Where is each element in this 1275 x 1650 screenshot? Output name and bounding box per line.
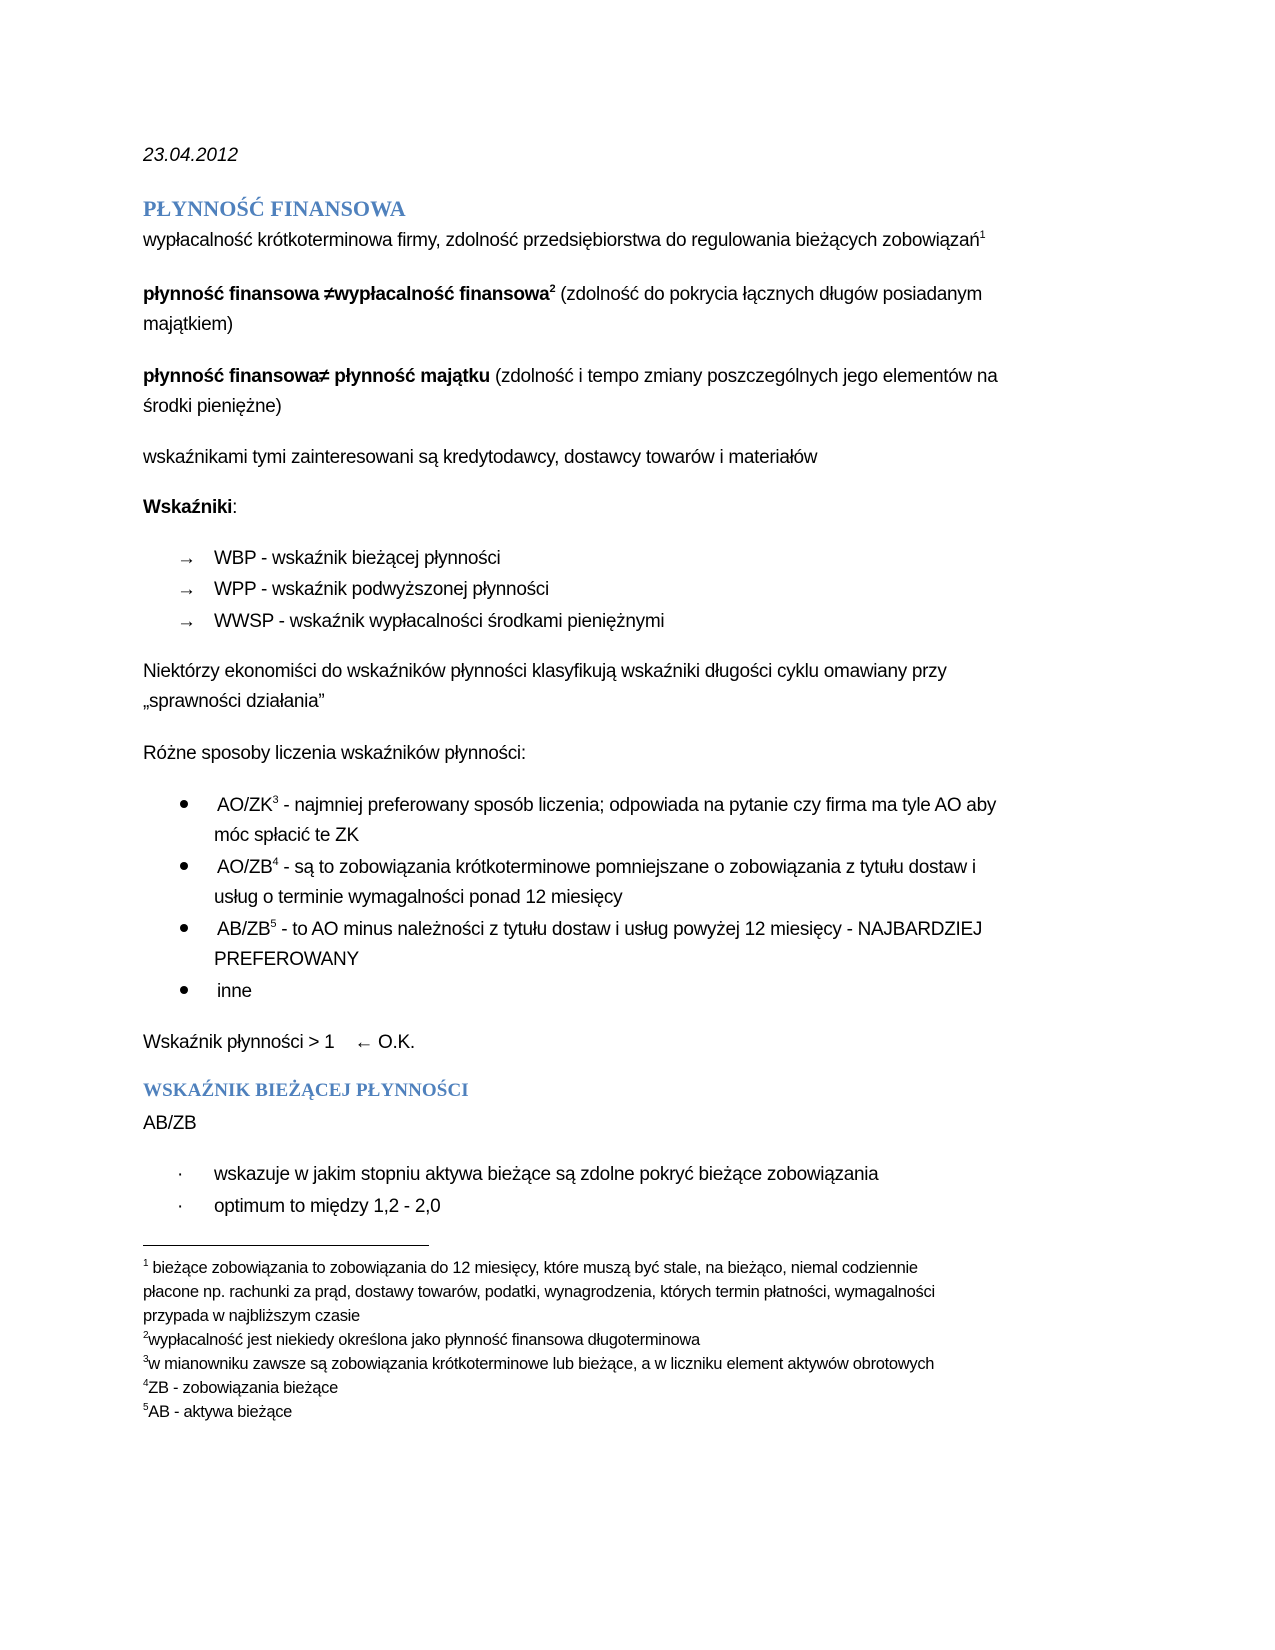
footnote-ref-2[interactable]: 2: [549, 283, 556, 295]
footnote-ref-3[interactable]: 3: [272, 794, 279, 806]
list-item-text: - najmniej preferowany sposób liczenia; odpowiada na pytanie czy firma ma tyle AO aby: [278, 795, 997, 816]
bullet-icon: [180, 862, 188, 870]
list-item-continuation: usług o terminie wymagalności ponad 12 miesięcy: [214, 887, 623, 908]
footnote-1: [143, 1259, 918, 1278]
footnote-separator: [143, 1245, 429, 1246]
footnote-number: 3: [143, 1354, 149, 1365]
footnote-4: [143, 1379, 338, 1398]
footnote-number: 4: [143, 1378, 149, 1389]
middle-dot-icon: ·: [177, 1196, 184, 1217]
paragraph-economists: Niektórzy ekonomiści do wskaźników płynności klasyfikują wskaźniki długości cyklu omawiany przy: [143, 661, 947, 682]
middle-dot-icon: ·: [177, 1164, 184, 1185]
list-item: [177, 919, 982, 941]
paragraph-liquidity-vs-asset-liquidity: [143, 366, 997, 388]
bullet-icon: [180, 924, 188, 932]
footnote-text: bieżące zobowiązania to zobowiązania do 12 miesięcy, które muszą być stale, na bieżąco, niemal codziennie: [148, 1259, 918, 1277]
liquidity-rule: Wskaźnik płynności > 1 ← O.K.: [143, 1032, 415, 1053]
indicators-label-text: Wskaźniki: [143, 497, 233, 518]
paragraph-stakeholders: wskaźnikami tymi zainteresowani są kredytodawcy, dostawcy towarów i materiałów: [143, 447, 818, 468]
methods-intro: Różne sposoby liczenia wskaźników płynności:: [143, 743, 526, 764]
list-item: [177, 1196, 440, 1218]
list-item-continuation: PREFEROWANY: [214, 949, 359, 970]
bullet-icon: [180, 800, 188, 808]
footnote-text: AB - aktywa bieżące: [148, 1403, 293, 1421]
list-item-continuation: móc spłacić te ZK: [214, 825, 359, 846]
list-item-text: wskazuje w jakim stopniu aktywa bieżące są zdolne pokryć bieżące zobowiązania: [214, 1164, 879, 1185]
footnote-ref-1[interactable]: 1: [979, 229, 986, 241]
footnote-5: [143, 1403, 292, 1422]
list-item-text: inne: [217, 981, 252, 1002]
definition-paragraph: [143, 230, 985, 252]
footnote-1-continuation: płacone np. rachunki za prąd, dostawy towarów, podatki, wynagrodzenia, których termin płatności, wymagalności: [143, 1283, 935, 1301]
indicators-label: [143, 497, 237, 519]
footnote-ref-4[interactable]: 4: [272, 856, 279, 868]
list-item: [177, 857, 976, 879]
method-code: AB/ZB: [217, 919, 271, 940]
footnote-text: wypłacalność jest niekiedy określona jako płynność finansowa długoterminowa: [148, 1331, 700, 1349]
paragraph-text: (zdolność do pokrycia łącznych długów posiadanym: [555, 284, 983, 305]
list-item-text: - to AO minus należności z tytułu dostaw i usług powyżej 12 miesięcy - NAJBARDZIEJ: [276, 919, 983, 940]
list-item-text: WPP - wskaźnik podwyższonej płynności: [214, 579, 549, 600]
footnote-text: w mianowniku zawsze są zobowiązania krótkoterminowe lub bieżące, a w liczniku element aktywów obrotowych: [148, 1355, 935, 1373]
list-item: [177, 611, 664, 633]
footnote-1-continuation: przypada w najbliższym czasie: [143, 1307, 360, 1325]
list-item: [177, 795, 996, 817]
footnote-number: 5: [143, 1402, 149, 1413]
list-item-text: WWSP - wskaźnik wypłacalności środkami pieniężnymi: [214, 611, 665, 632]
formula: AB/ZB: [143, 1113, 197, 1134]
definition-text: wypłacalność krótkoterminowa firmy, zdolność przedsiębiorstwa do regulowania bieżących zobowiązań: [143, 230, 980, 251]
footnote-ref-5[interactable]: 5: [270, 918, 277, 930]
colon: :: [232, 497, 238, 518]
footnote-number: 2: [143, 1330, 149, 1341]
footnote-number: 1: [143, 1258, 149, 1269]
footnote-3: [143, 1355, 934, 1374]
section-heading-liquidity: PŁYNNOŚĆ FINANSOWA: [143, 196, 406, 221]
paragraph-text: (zdolność i tempo zmiany poszczególnych jego elementów na: [489, 366, 998, 387]
list-item-text: WBP - wskaźnik bieżącej płynności: [214, 548, 501, 569]
list-item: [177, 579, 549, 601]
paragraph-continuation: majątkiem): [143, 314, 233, 335]
arrow-right-icon: →: [177, 548, 196, 569]
list-item: [177, 548, 500, 570]
paragraph-continuation: środki pieniężne): [143, 396, 282, 417]
paragraph-continuation: „sprawności działania”: [143, 691, 325, 712]
method-code: AO/ZB: [217, 857, 273, 878]
arrow-right-icon: →: [177, 579, 196, 600]
arrow-right-icon: →: [177, 611, 196, 632]
list-item-text: optimum to między 1,2 - 2,0: [214, 1196, 441, 1217]
document-date: 23.04.2012: [143, 145, 239, 166]
bullet-icon: [180, 986, 188, 994]
section-heading-current-ratio: WSKAŹNIK BIEŻĄCEJ PŁYNNOŚCI: [143, 1080, 469, 1101]
bold-term: płynność finansowa≠ płynność majątku: [143, 366, 490, 387]
list-item-text: - są to zobowiązania krótkoterminowe pomniejszane o zobowiązania z tytułu dostaw i: [278, 857, 976, 878]
list-item: [177, 1164, 878, 1186]
bold-term: płynność finansowa ≠wypłacalność finansowa: [143, 284, 550, 305]
paragraph-liquidity-vs-solvency: [143, 284, 982, 306]
list-item: [177, 981, 252, 1003]
method-code: AO/ZK: [217, 795, 273, 816]
footnote-text: ZB - zobowiązania bieżące: [148, 1379, 338, 1397]
footnote-2: [143, 1331, 700, 1350]
